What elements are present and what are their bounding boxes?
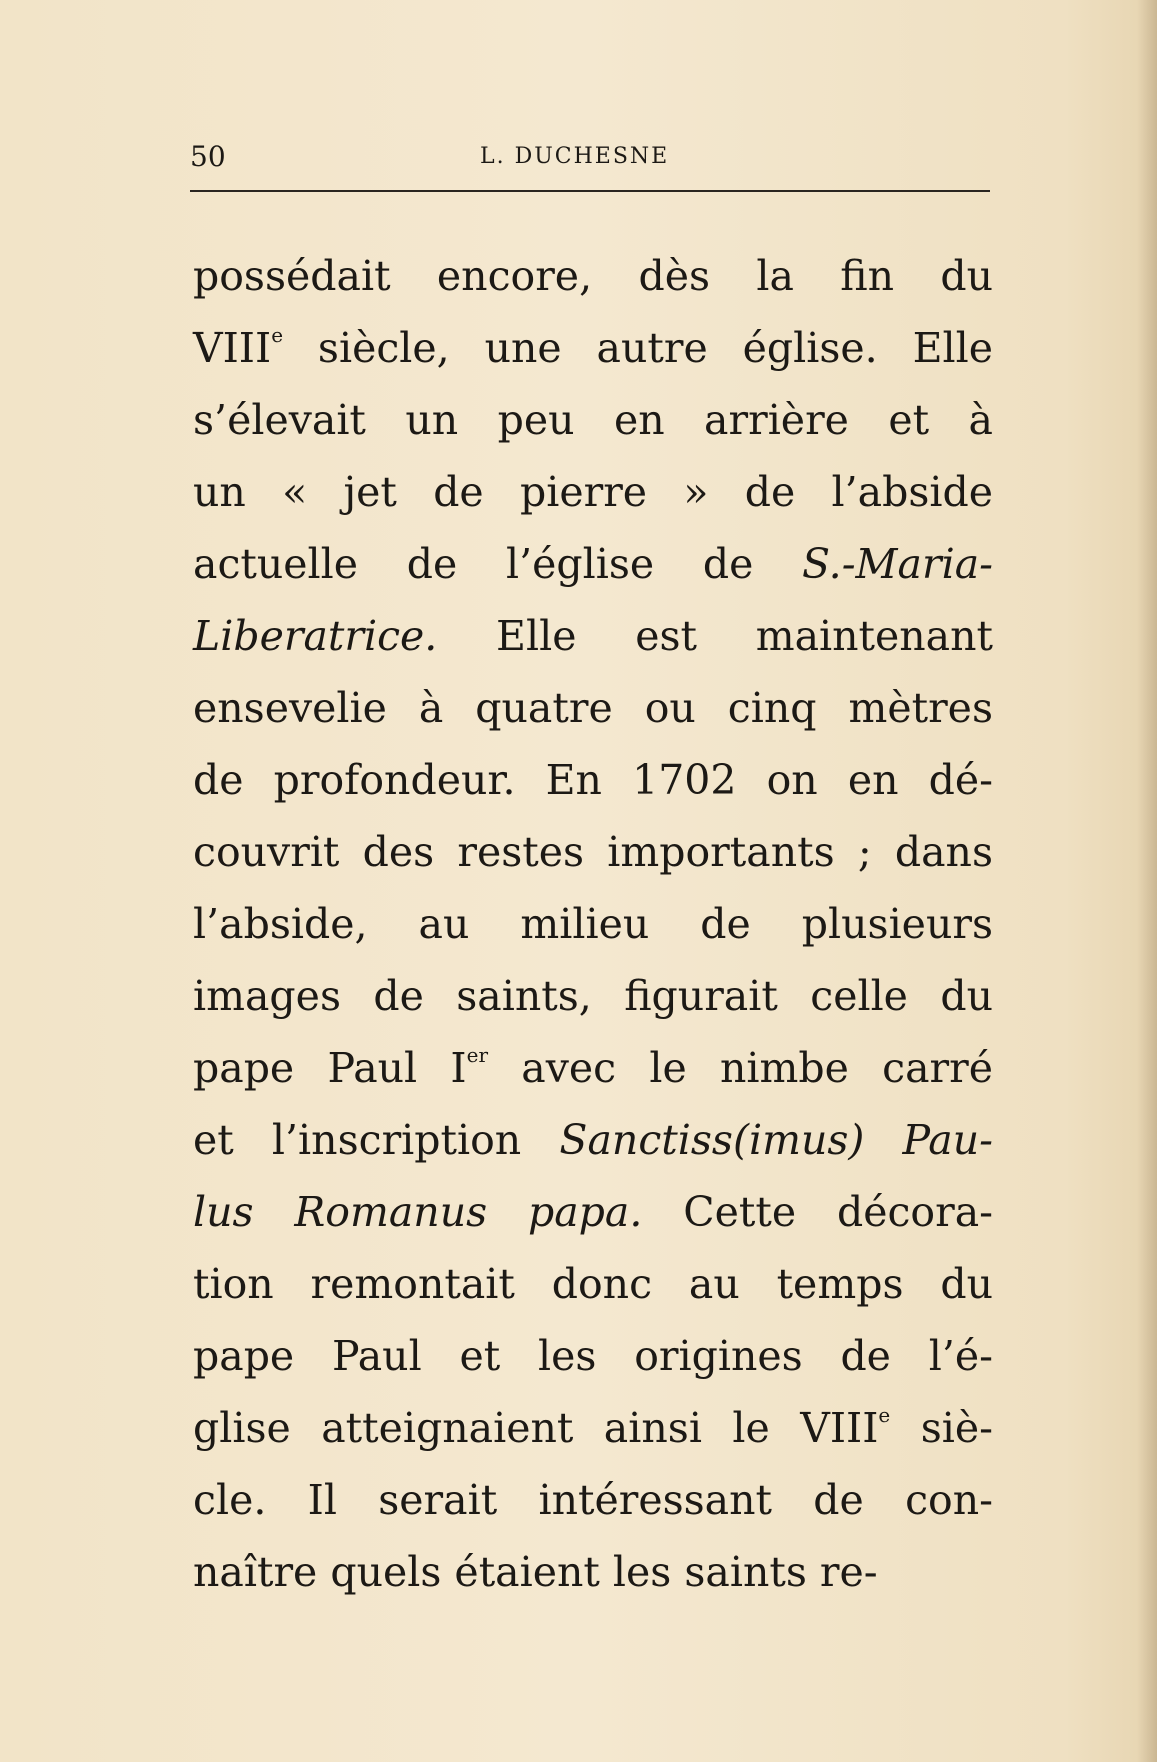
- text-line: lus Romanus papa. Cette décora-: [193, 1188, 994, 1236]
- text-line: possédait encore, dès la fin du: [193, 252, 993, 300]
- text-line: tion remontait donc au temps du: [193, 1260, 993, 1308]
- header-rule: [190, 190, 990, 192]
- page-header: [190, 140, 990, 180]
- running-head: L. DUCHESNE: [480, 144, 670, 169]
- text-line: naître quels étaient les saints re-: [193, 1548, 878, 1596]
- text-line: couvrit des restes importants ; dans: [193, 828, 993, 876]
- page-edge-shadow: [1137, 0, 1157, 1762]
- text-line: l’abside, au milieu de plusieurs: [193, 900, 993, 948]
- text-line: pape Paul Ier avec le nimbe carré: [193, 1043, 993, 1092]
- text-line: glise atteignaient ainsi le VIIIe siè-: [193, 1403, 993, 1452]
- text-line: VIIIe siècle, une autre église. Elle: [193, 323, 993, 372]
- text-line: pape Paul et les origines de l’é-: [193, 1332, 993, 1380]
- page-number: 50: [190, 140, 226, 173]
- text-line: s’élevait un peu en arrière et à: [193, 396, 993, 444]
- text-line: actuelle de l’église de S.-Maria-: [193, 540, 993, 588]
- text-line: cle. Il serait intéressant de con-: [193, 1476, 993, 1524]
- text-line: ensevelie à quatre ou cinq mètres: [193, 684, 993, 732]
- text-line: et l’inscription Sanctiss(imus) Pau-: [193, 1116, 994, 1164]
- body-text: [193, 240, 993, 1608]
- text-line: images de saints, figurait celle du: [193, 972, 993, 1020]
- text-line: Liberatrice. Elle est maintenant: [193, 612, 993, 660]
- text-line: de profondeur. En 1702 on en dé-: [193, 756, 993, 804]
- text-line: un « jet de pierre » de l’abside: [193, 468, 993, 516]
